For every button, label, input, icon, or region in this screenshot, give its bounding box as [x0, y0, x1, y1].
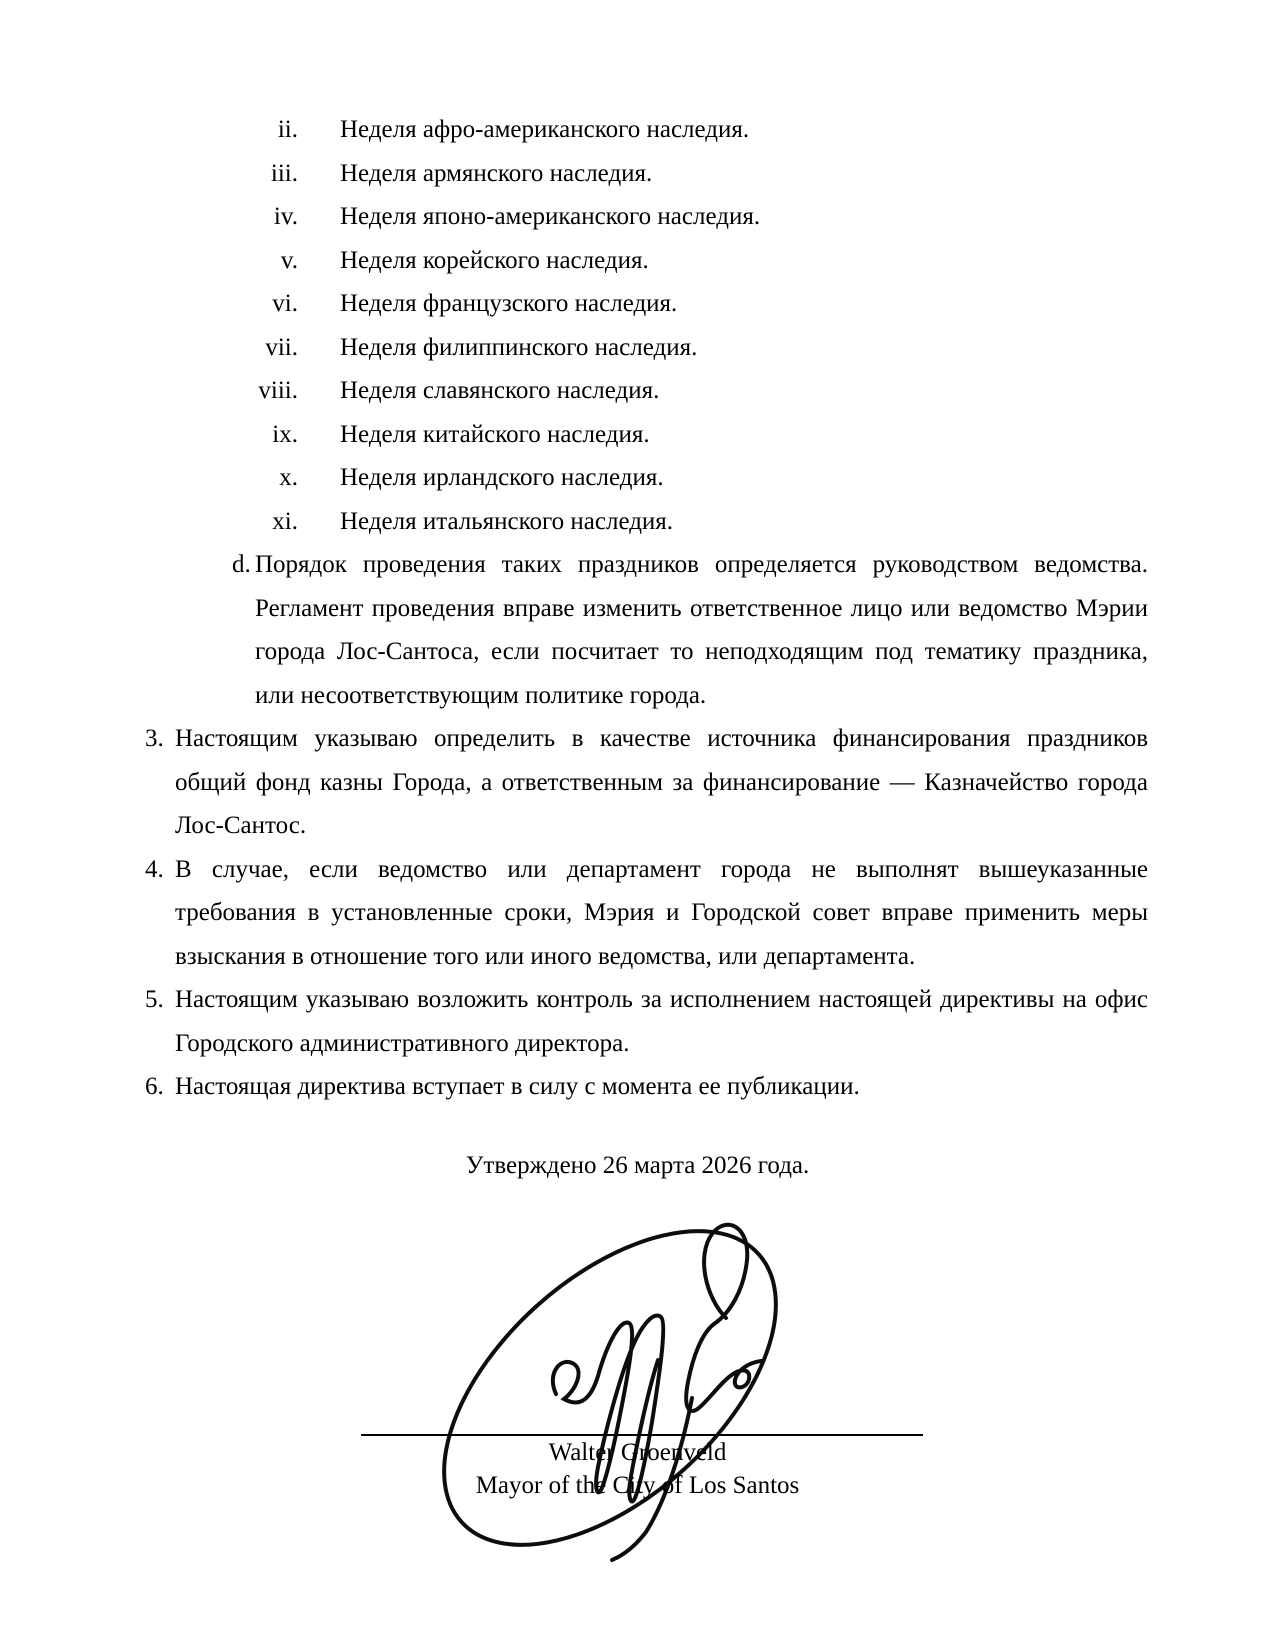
list-marker: 4. — [145, 855, 164, 883]
list-marker: vii. — [265, 333, 298, 361]
list-item-text: В случае, если ведомство или департамент города не выполнят вышеуказанные требования в установленные сроки, Мэрия и Городской совет вправе применить меры взыскания в отношение того или иного ведомства, или департамента. — [175, 855, 1148, 970]
list-marker: vi. — [272, 290, 298, 317]
roman-list-item — [145, 500, 1148, 544]
roman-list-item — [145, 413, 1148, 457]
roman-list-item — [145, 326, 1148, 370]
list-marker: iv. — [273, 203, 298, 230]
list-marker: v. — [280, 246, 298, 274]
list-item-text: Неделя ирландского наследия. — [340, 464, 664, 491]
roman-list-item — [145, 108, 1148, 152]
list-item-text: Неделя итальянского наследия. — [340, 507, 674, 535]
numbered-list-item — [145, 848, 1148, 979]
list-item-text: Неделя французского наследия. — [340, 290, 678, 317]
signature-scribble — [430, 1170, 782, 1570]
list-marker: viii. — [258, 377, 298, 404]
roman-list-item — [145, 239, 1148, 283]
roman-list-item — [145, 456, 1148, 500]
roman-list-item — [145, 152, 1148, 196]
list-marker: xi. — [272, 507, 298, 535]
list-item-text: Неделя японо-американского наследия. — [340, 203, 761, 230]
signature-block — [0, 1436, 1275, 1502]
list-item-text: Порядок проведения таких праздников определяется руководством ведомства. Регламент проведения вправе изменить ответственное лицо или ведомство Мэрии города Лос-Сантоса, если посчитает то неподходящим под тематику праздника, или несоответствующим политике города. — [255, 551, 1148, 709]
list-item-text: Неделя китайского наследия. — [340, 420, 650, 448]
numbered-list-item — [145, 978, 1148, 1065]
list-marker: ii. — [277, 116, 298, 143]
roman-list-item — [145, 282, 1148, 326]
list-marker: 5. — [145, 986, 164, 1013]
list-item-text: Неделя корейского наследия. — [340, 246, 649, 274]
roman-list-item — [145, 369, 1148, 413]
signatory-title: Mayor of the City of Los Santos — [475, 1472, 800, 1499]
lettered-list-item — [145, 543, 1148, 717]
numbered-list-item — [145, 717, 1148, 848]
document-body — [145, 108, 1148, 1109]
numbered-list-item — [145, 1065, 1148, 1109]
list-marker: ix. — [272, 420, 298, 448]
signatory-name: Walter Groenveld — [548, 1439, 727, 1466]
list-item-text: Неделя армянского наследия. — [340, 159, 653, 187]
list-item-text: Неделя филиппинского наследия. — [340, 333, 698, 361]
list-marker: d. — [232, 551, 251, 578]
list-marker: iii. — [270, 159, 298, 187]
list-item-text: Неделя афро-американского наследия. — [340, 116, 750, 143]
list-item-text: Настоящая директива вступает в силу с момента ее публикации. — [175, 1073, 860, 1100]
list-item-text: Настоящим указываю возложить контроль за исполнением настоящей директивы на офис Городского административного директора. — [175, 986, 1148, 1057]
roman-list-item — [145, 195, 1148, 239]
list-marker: 3. — [145, 725, 164, 752]
list-marker: x. — [279, 464, 298, 491]
list-item-text: Настоящим указываю определить в качестве источника финансирования праздников общий фонд казны Города, а ответственным за финансирование — Казначейство города Лос-Сантос. — [175, 725, 1148, 839]
approval-date-line: Утверждено 26 марта 2026 года. — [465, 1152, 810, 1179]
list-marker: 6. — [145, 1073, 164, 1100]
list-item-text: Неделя славянского наследия. — [340, 377, 660, 404]
